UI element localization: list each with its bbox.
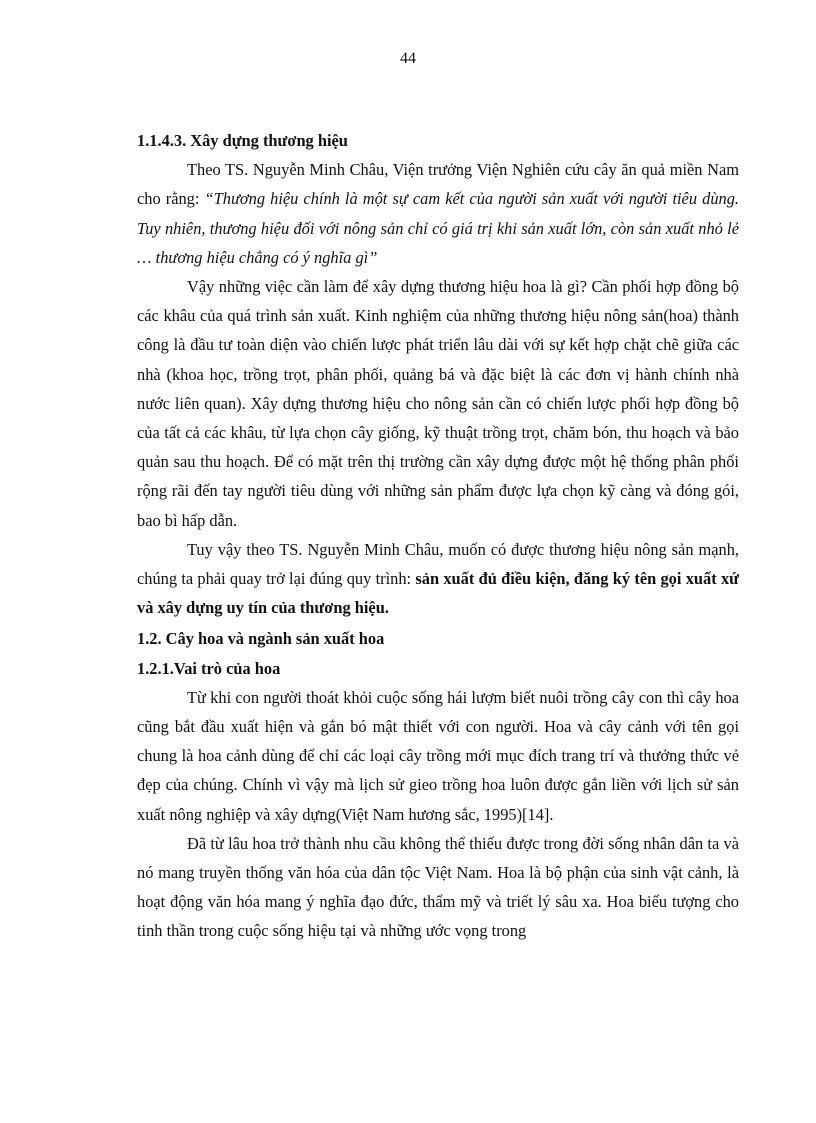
bold-emphasis: sản xuất đủ điều kiện, đăng ký tên gọi xuất xứ và xây dựng uy tín của thương hiệu.: [137, 569, 739, 618]
section-heading-1-2-1: 1.2.1.Vai trò của hoa: [137, 658, 281, 678]
paragraph-lead-text: Tuy vậy theo TS. Nguyễn Minh Châu, muốn có được thương hiệu nông sản mạnh, chúng ta phải quay trở lại đúng quy trình:: [137, 539, 739, 589]
paragraph-flower-history: Từ khi con người thoát khỏi cuộc sống hái lượm biết nuôi trồng cây con thì cây hoa cũng bắt đầu xuất hiện và gắn bó mật thiết với con người. Hoa và cây cảnh với tên gọi chung là hoa cảnh dùng để chỉ các loại cây trồng mới mục đích trang trí và thưởng thức vẻ đẹp của chúng. Chính vì vậy mà lịch sử gieo trồng hoa luôn được gắn liền với lịch sử sản xuất nông nghiệp và xây dựng(Việt Nam hương sắc, 1995)[14].: [137, 687, 739, 824]
page-number: 44: [400, 50, 416, 67]
italic-quote: “Thương hiệu chính là một sự cam kết của người sản xuất với người tiêu dùng. Tuy nhiên, thương hiệu đối với nông sản chỉ có giá trị khi sản xuất lớn, còn sản xuất nhỏ lẻ … thương hiệu chẳng có ý nghĩa gì”: [137, 189, 739, 267]
paragraph-flower-culture: Đã từ lâu hoa trở thành nhu cầu không thể thiếu được trong đời sống nhân dân ta và nó mang truyền thống văn hóa của dân tộc Việt Nam. Hoa là bộ phận của sinh vật cảnh, là hoạt động văn hóa mang ý nghĩa đạo đức, thẩm mỹ và triết lý sâu xa. Hoa biểu tượng cho tinh thần trong cuộc sống hiệu tại và những ước vọng trong: [137, 833, 739, 941]
paragraph-quote-chau: [137, 155, 739, 272]
paragraph-brand-building: Vậy những việc cần làm để xây dựng thương hiệu hoa là gì? Cần phối hợp đồng bộ các khâu của quá trình sản xuất. Kinh nghiệm của những thương hiệu nông sản(hoa) thành công là đầu tư toàn diện vào chiến lược phát triển lâu dài với sự kết hợp chặt chẽ giữa các nhà (khoa học, trồng trọt, phân phối, quảng bá và đặc biệt là các đơn vị hành chính nhà nước liên quan). Xây dựng thương hiệu cho nông sản cần có chiến lược phối hợp đồng bộ của tất cả các khâu, từ lựa chọn cây giống, kỹ thuật trồng trọt, chăm bón, thu hoạch và bảo quản sau thu hoạch. Để có mặt trên thị trường cần xây dựng được một hệ thống phân phối rộng rãi đến tay người tiêu dùng với những sản phẩm được lựa chọn kỹ càng và đóng gói, bao bì hấp dẫn.: [137, 277, 739, 530]
section-heading-1-1-4-3: 1.1.4.3. Xây dựng thương hiệu: [137, 131, 348, 150]
paragraph-process: [137, 535, 739, 623]
section-heading-1-2: 1.2. Cây hoa và ngành sản xuất hoa: [137, 629, 385, 649]
page-content: [137, 126, 739, 946]
paragraph-lead-text: Theo TS. Nguyễn Minh Châu, Viện trưởng Viện Nghiên cứu cây ăn quả miền Nam cho rằng:: [137, 160, 739, 209]
